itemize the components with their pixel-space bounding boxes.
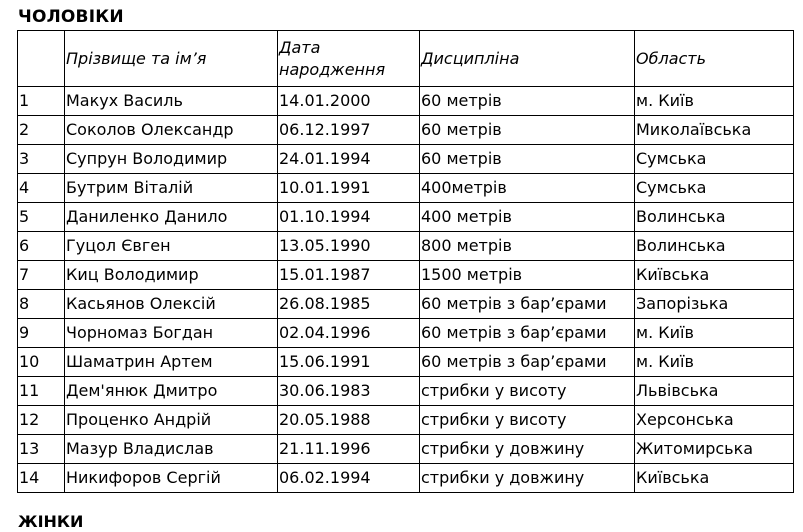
header-region: Область — [635, 31, 794, 87]
table-row — [18, 174, 794, 203]
cell-number: 1 — [18, 87, 65, 116]
cell-discipline: 400 метрів — [420, 203, 635, 232]
cell-discipline: 60 метрів — [420, 87, 635, 116]
cell-birthdate: 06.02.1994 — [278, 464, 420, 493]
cell-discipline: 60 метрів з бар’єрами — [420, 319, 635, 348]
cell-birthdate: 30.06.1983 — [278, 377, 420, 406]
cell-region: м. Київ — [635, 319, 794, 348]
cell-name: Супрун Володимир — [65, 145, 278, 174]
cell-number: 12 — [18, 406, 65, 435]
cell-name: Шаматрин Артем — [65, 348, 278, 377]
cell-birthdate: 10.01.1991 — [278, 174, 420, 203]
cell-region: Волинська — [635, 232, 794, 261]
table-header — [18, 31, 794, 87]
cell-birthdate: 02.04.1996 — [278, 319, 420, 348]
cell-number: 11 — [18, 377, 65, 406]
table-row — [18, 348, 794, 377]
next-section-title: ЖІНКИ — [18, 512, 84, 531]
cell-birthdate: 26.08.1985 — [278, 290, 420, 319]
table-row — [18, 232, 794, 261]
cell-number: 5 — [18, 203, 65, 232]
athletes-table — [17, 30, 794, 493]
table-row — [18, 319, 794, 348]
cell-number: 8 — [18, 290, 65, 319]
cell-birthdate: 01.10.1994 — [278, 203, 420, 232]
cell-name: Киц Володимир — [65, 261, 278, 290]
cell-birthdate: 21.11.1996 — [278, 435, 420, 464]
header-discipline: Дисципліна — [420, 31, 635, 87]
cell-name: Чорномаз Богдан — [65, 319, 278, 348]
cell-region: Миколаївська — [635, 116, 794, 145]
cell-discipline: 800 метрів — [420, 232, 635, 261]
cell-name: Касьянов Олексій — [65, 290, 278, 319]
cell-region: Запорізька — [635, 290, 794, 319]
cell-discipline: стрибки у довжину — [420, 464, 635, 493]
cell-discipline: 60 метрів — [420, 145, 635, 174]
cell-discipline: стрибки у висоту — [420, 406, 635, 435]
table-row — [18, 464, 794, 493]
cell-number: 10 — [18, 348, 65, 377]
cell-number: 3 — [18, 145, 65, 174]
cell-region: Київська — [635, 261, 794, 290]
cell-name: Мазур Владислав — [65, 435, 278, 464]
header-birthdate: Дата народження — [278, 31, 420, 87]
cell-region: Херсонська — [635, 406, 794, 435]
cell-number: 9 — [18, 319, 65, 348]
cell-region: Сумська — [635, 145, 794, 174]
table-row — [18, 406, 794, 435]
cell-name: Соколов Олександр — [65, 116, 278, 145]
section-title: ЧОЛОВІКИ — [18, 7, 124, 27]
cell-discipline: 60 метрів з бар’єрами — [420, 348, 635, 377]
cell-birthdate: 20.05.1988 — [278, 406, 420, 435]
cell-name: Дем'янюк Дмитро — [65, 377, 278, 406]
header-name: Прізвище та ім’я — [65, 31, 278, 87]
cell-name: Бутрим Віталій — [65, 174, 278, 203]
cell-region: м. Київ — [635, 87, 794, 116]
cell-name: Даниленко Данило — [65, 203, 278, 232]
cell-number: 4 — [18, 174, 65, 203]
cell-region: Львівська — [635, 377, 794, 406]
table-body — [18, 87, 794, 493]
cell-number: 2 — [18, 116, 65, 145]
cell-birthdate: 24.01.1994 — [278, 145, 420, 174]
cell-name: Гуцол Євген — [65, 232, 278, 261]
cell-discipline: 1500 метрів — [420, 261, 635, 290]
cell-discipline: 60 метрів з бар’єрами — [420, 290, 635, 319]
header-number — [18, 31, 65, 87]
table-row — [18, 377, 794, 406]
cell-discipline: 60 метрів — [420, 116, 635, 145]
cell-region: м. Київ — [635, 348, 794, 377]
cell-number: 7 — [18, 261, 65, 290]
cell-number: 14 — [18, 464, 65, 493]
cell-region: Сумська — [635, 174, 794, 203]
cell-region: Київська — [635, 464, 794, 493]
table-row — [18, 435, 794, 464]
table-row — [18, 261, 794, 290]
cell-discipline: стрибки у висоту — [420, 377, 635, 406]
cell-birthdate: 15.06.1991 — [278, 348, 420, 377]
cell-name: Никифоров Сергій — [65, 464, 278, 493]
table-row — [18, 290, 794, 319]
cell-number: 6 — [18, 232, 65, 261]
cell-region: Волинська — [635, 203, 794, 232]
table-row — [18, 116, 794, 145]
cell-region: Житомирська — [635, 435, 794, 464]
table-row — [18, 145, 794, 174]
cell-birthdate: 06.12.1997 — [278, 116, 420, 145]
header-row — [18, 31, 794, 87]
cell-number: 13 — [18, 435, 65, 464]
cell-birthdate: 14.01.2000 — [278, 87, 420, 116]
cell-discipline: 400метрів — [420, 174, 635, 203]
cell-birthdate: 13.05.1990 — [278, 232, 420, 261]
cell-birthdate: 15.01.1987 — [278, 261, 420, 290]
table-row — [18, 203, 794, 232]
cell-discipline: стрибки у довжину — [420, 435, 635, 464]
table-row — [18, 87, 794, 116]
cell-name: Макух Василь — [65, 87, 278, 116]
cell-name: Проценко Андрій — [65, 406, 278, 435]
